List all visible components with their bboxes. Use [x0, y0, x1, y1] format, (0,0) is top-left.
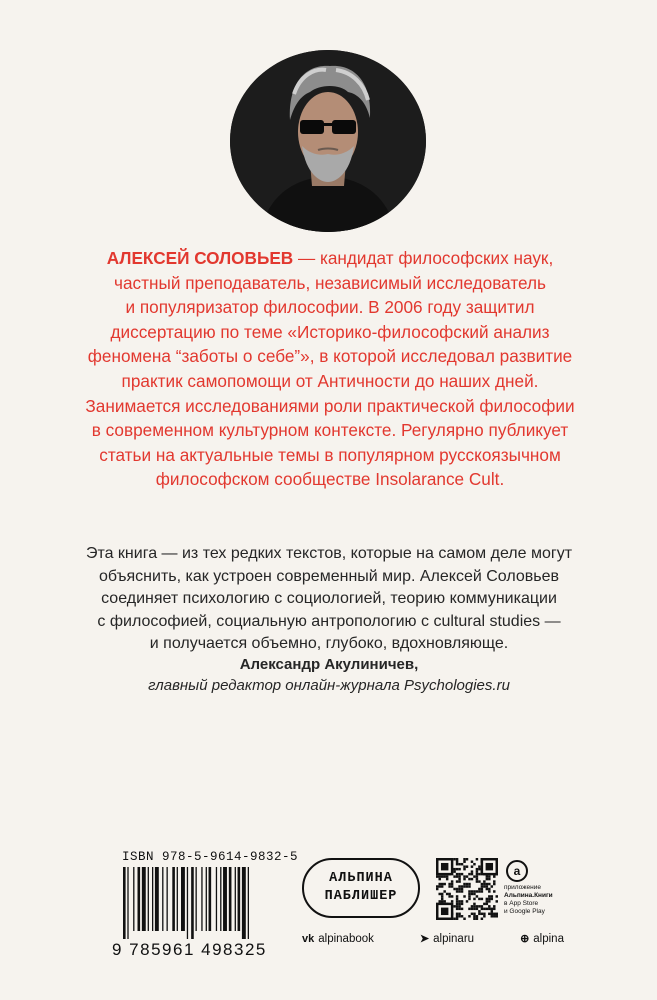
bio-line: философском сообществе Insolarance Cult.: [155, 469, 505, 490]
plus-circle-icon: ⊕: [520, 933, 530, 945]
social-label: alpinaru: [433, 932, 475, 945]
quote-line: соединяет психологию с социологией, теорию коммуникации: [101, 590, 557, 608]
bio-line: — кандидат философских наук,: [293, 248, 554, 268]
bio-line: Занимается исследованиями роли практической философии: [85, 395, 575, 416]
alpina-a-icon: a: [506, 860, 528, 882]
social-alpina[interactable]: [520, 932, 564, 945]
publisher-name-line1: АЛЬПИНА: [329, 871, 393, 886]
publisher-name-line2: ПАБЛИШЕР: [324, 889, 398, 904]
author-portrait-image: [230, 50, 426, 232]
publisher-logo: [302, 858, 420, 918]
quote-line: и получается объемно, глубоко, вдохновляюще.: [149, 635, 509, 653]
social-vk[interactable]: [302, 932, 374, 945]
social-links: [302, 932, 564, 945]
review-quote: [50, 543, 608, 656]
bio-line: статьи на актуальные темы в популярном русскоязычном: [99, 444, 561, 465]
author-bio: [60, 246, 600, 492]
quote-line: объяснить, как устроен современный мир. Алексей Соловьев: [98, 567, 559, 585]
quote-line: с философией, социальную антропологию с cultural studies —: [97, 612, 561, 630]
isbn-label: ISBN 978-5-9614-9832-5: [122, 850, 299, 864]
social-label: alpinabook: [318, 932, 374, 945]
bio-line: частный преподаватель, независимый исследователь: [114, 272, 546, 293]
app-badge-line: Альпина.Книги: [504, 892, 553, 899]
barcode-image: [121, 867, 286, 947]
author-name: АЛЕКСЕЙ СОЛОВЬЕВ: [106, 248, 294, 268]
bio-line: в современном культурном контексте. Регулярно публикует: [91, 420, 569, 441]
app-badge-line: в App Store: [504, 900, 539, 907]
qr-code: [436, 858, 498, 920]
app-badge-line: и Google Play: [504, 908, 545, 915]
social-telegram[interactable]: [420, 932, 474, 945]
quote-line: Эта книга — из тех редких текстов, которые на самом деле могут: [85, 545, 573, 562]
bio-line: феномена “заботы о себе”», в которой исследовал развитие: [87, 346, 573, 367]
telegram-icon: ➤: [419, 933, 430, 945]
app-badge-line: приложение: [504, 884, 541, 891]
bio-line: диссертацию по теме «Историко-философский анализ: [110, 321, 550, 342]
author-photo: [230, 50, 426, 232]
vk-icon: vk: [302, 932, 315, 945]
quote-author-role: главный редактор онлайн-журнала Psychologies.ru: [148, 676, 510, 694]
quote-author-name: Александр Акулиничев,: [239, 656, 419, 673]
app-badge: [504, 860, 564, 916]
quote-attribution: [50, 655, 608, 696]
social-label: alpina: [533, 932, 564, 945]
bio-line: практик самопомощи от Античности до наших дней.: [121, 370, 539, 391]
bio-line: и популяризатор философии. В 2006 году защитил: [125, 297, 535, 318]
barcode-number: 9 785961 498325: [112, 940, 267, 959]
